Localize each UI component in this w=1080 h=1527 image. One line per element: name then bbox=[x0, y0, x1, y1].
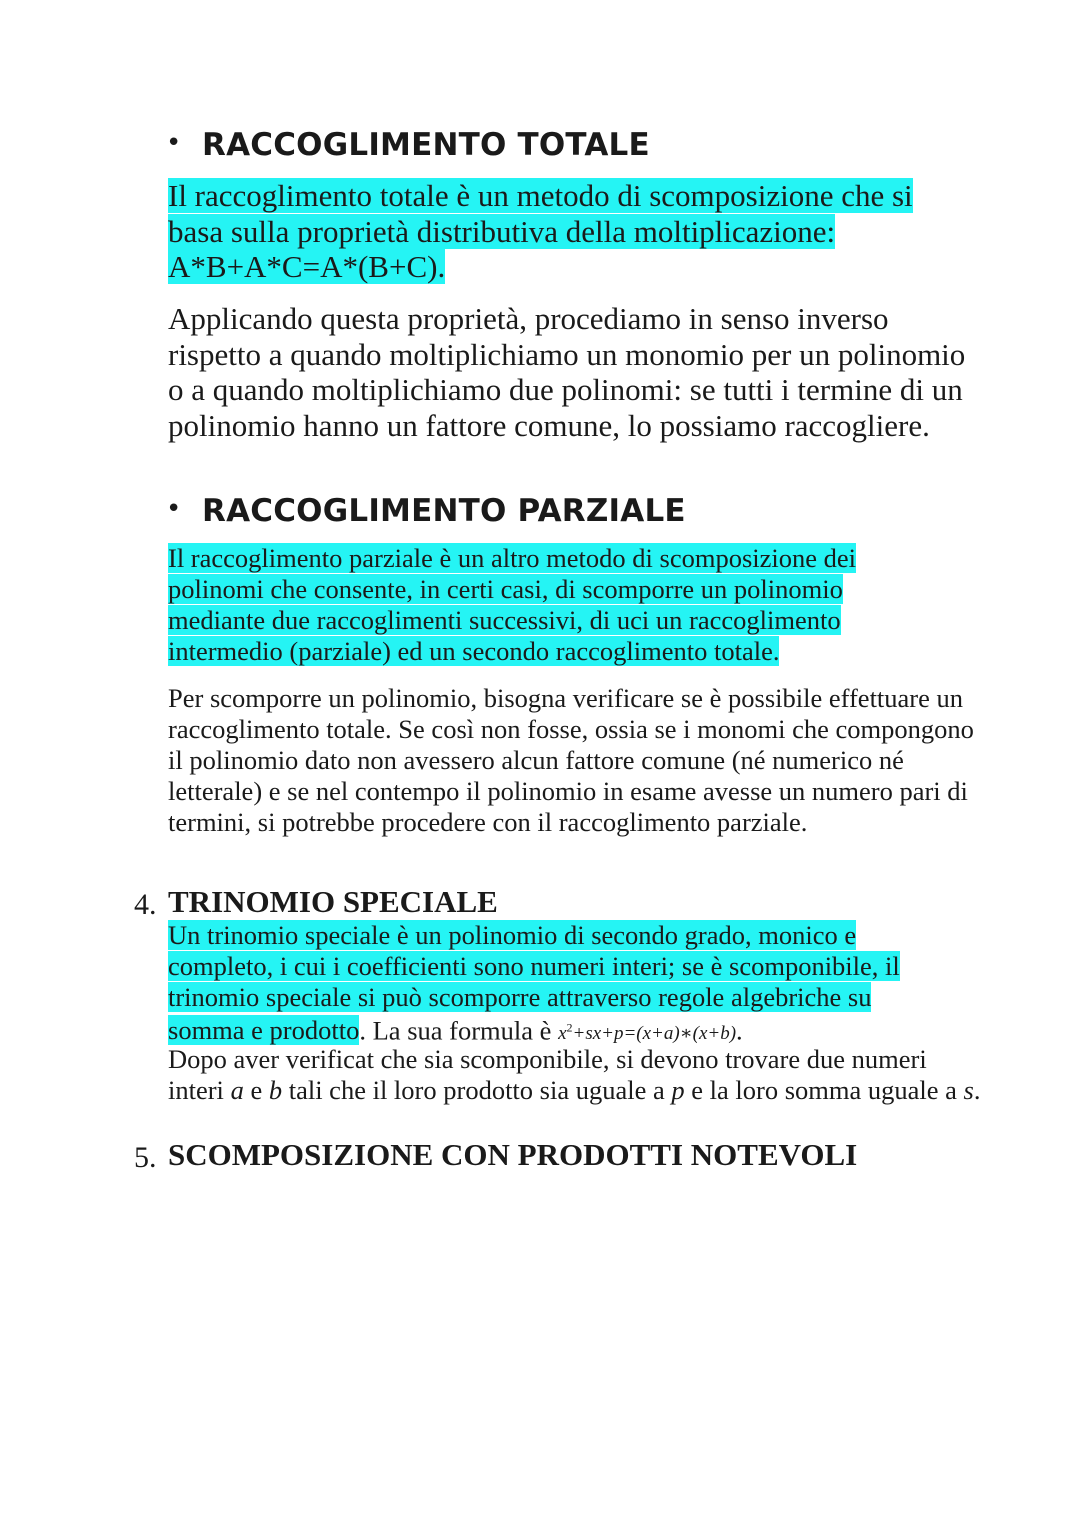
definition-raccoglimento-totale bbox=[168, 178, 958, 285]
bullet-icon: • bbox=[166, 128, 182, 158]
heading-prodotti-notevoli: SCOMPOSIZIONE CON PRODOTTI NOTEVOLI bbox=[168, 1137, 858, 1172]
highlighted-definition: Il raccoglimento parziale è un altro metodo di scomposizione dei polinomi che consente, in certi casi, di scomporre un polinomio mediante due raccoglimenti successivi, di uci un raccoglimento intermedio (parziale) ed un secondo raccoglimento totale. bbox=[168, 543, 857, 666]
text: e la loro somma uguale a bbox=[684, 1075, 964, 1105]
text: e bbox=[243, 1075, 269, 1105]
var-s: s bbox=[963, 1075, 974, 1105]
paragraph-raccoglimento-totale: Applicando questa proprietà, procediamo in senso inverso rispetto a quando moltiplichiamo un monomio per un polinomio o a quando moltiplichiamo due polinomi: se tutti i termine di un polinomio hanno un fattore comune, lo possiamo raccogliere. bbox=[168, 301, 966, 443]
bullet-icon: • bbox=[166, 494, 182, 524]
paragraph-trinomio-rule bbox=[168, 1044, 983, 1106]
highlighted-definition: Il raccoglimento totale è un metodo di scomposizione che si basa sulla proprietà distributiva della moltiplicazione: A*B+A*C=A*(B+C). bbox=[168, 178, 913, 284]
list-number: 5. bbox=[134, 1141, 157, 1174]
paragraph-raccoglimento-parziale: Per scomporre un polinomio, bisogna verificare se è possibile effettuare un raccoglimento totale. Se così non fosse, ossia se i monomi che compongono il polinomio dato non avessero alcun fattore comune (né numerico né letterale) e se nel contempo il polinomio in esame avesse un numero pari di termini, si potrebbe procedere con il raccoglimento parziale. bbox=[168, 683, 974, 837]
var-p: p bbox=[671, 1075, 685, 1105]
heading-raccoglimento-parziale: RACCOGLIMENTO PARZIALE bbox=[202, 493, 686, 529]
definition-raccoglimento-parziale bbox=[168, 543, 908, 667]
formula-intro: . La sua formula è bbox=[359, 1015, 559, 1046]
formula-exponent: 2 bbox=[566, 1021, 573, 1035]
text: . bbox=[973, 1075, 981, 1105]
text: tali che il loro prodotto sia uguale a bbox=[282, 1075, 672, 1105]
formula-x: x bbox=[558, 1023, 567, 1045]
formula-rest: +sx+p=(x+a)∗(x+b) bbox=[572, 1023, 737, 1045]
highlighted-definition: Un trinomio speciale è un polinomio di secondo grado, monico e completo, i cui i coefficienti sono numeri interi; se è scomponibile, il trinomio speciale si può scomporre attraverso regole algebriche su somma e prodotto bbox=[168, 920, 900, 1046]
text: Dopo aver verificat che sia scomponibile, si devono trovare due numeri interi bbox=[168, 1044, 927, 1105]
var-a: a bbox=[230, 1075, 244, 1105]
paragraph-trinomio-speciale bbox=[168, 920, 948, 1049]
heading-trinomio-speciale: TRINOMIO SPECIALE bbox=[168, 884, 498, 919]
formula bbox=[558, 1023, 736, 1044]
formula-end: . bbox=[736, 1015, 743, 1046]
list-number: 4. bbox=[134, 888, 157, 921]
var-b: b bbox=[268, 1075, 283, 1105]
heading-raccoglimento-totale: RACCOGLIMENTO TOTALE bbox=[202, 127, 650, 163]
